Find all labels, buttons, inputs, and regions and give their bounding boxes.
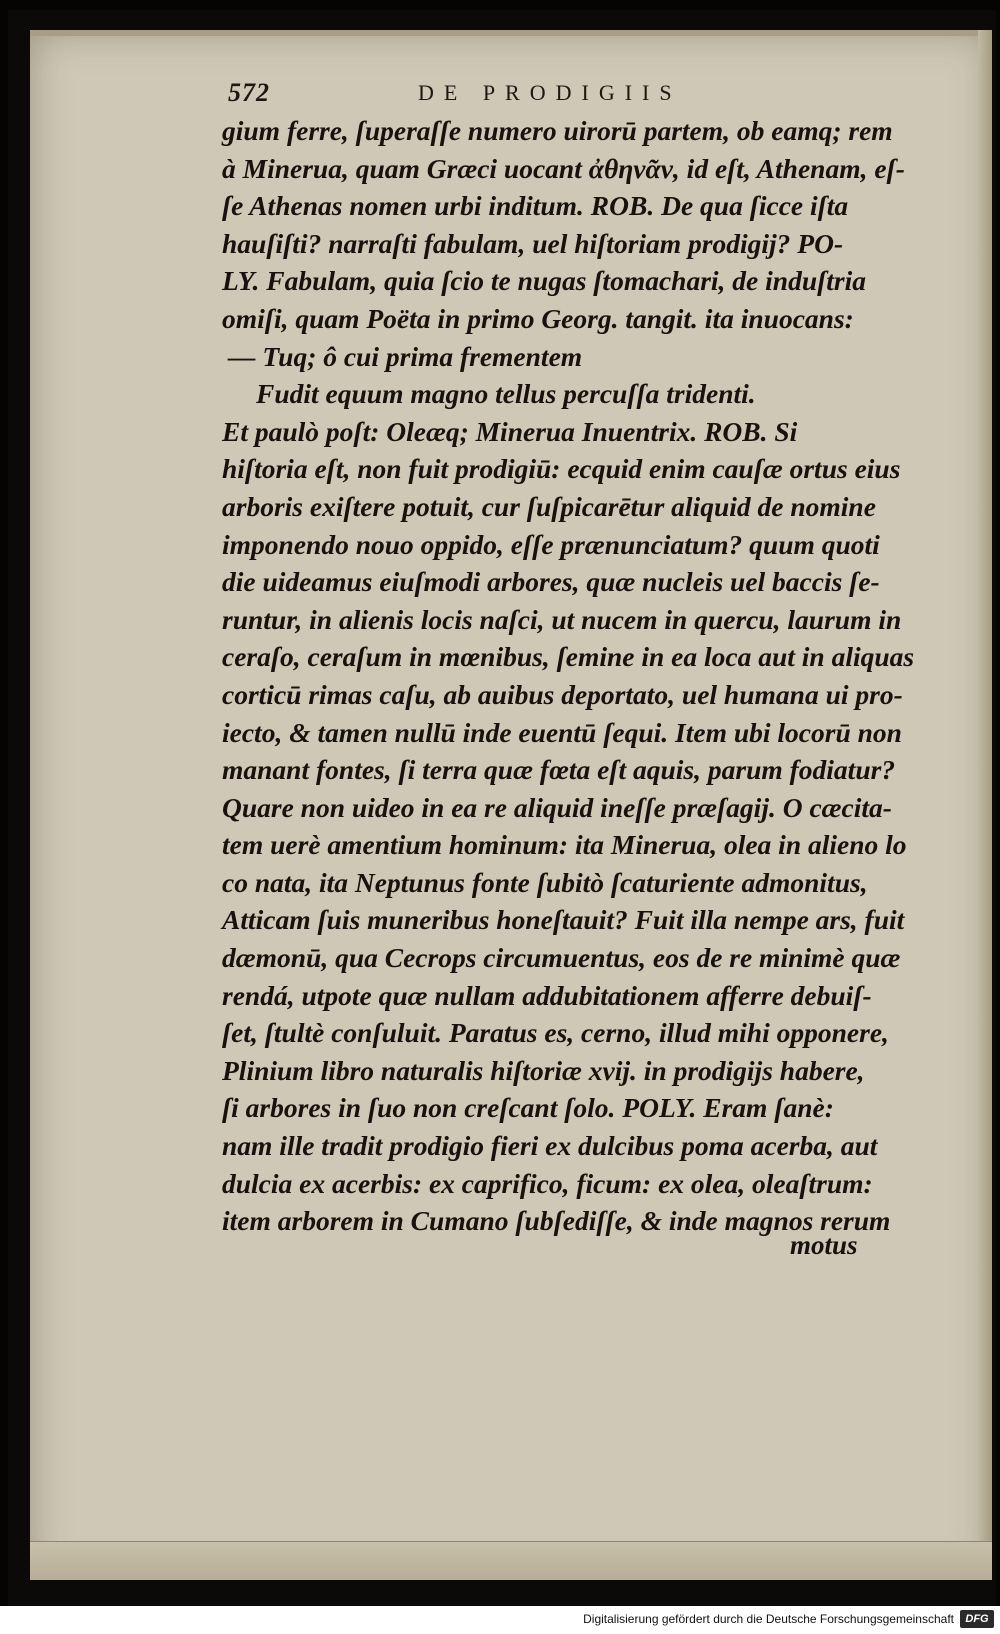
catchword: motus	[790, 1230, 858, 1260]
text-line: Atticam ſuis muneribus honeſtauit? Fuit illa nempe ars, fuit	[222, 904, 905, 936]
text-line: Plinium libro naturalis hiſtoriæ xvij. in prodigijs habere,	[222, 1054, 865, 1086]
text-line: Fudit equum magno tellus percuſſa tridenti.	[256, 378, 756, 410]
text-line: die uideamus eiuſmodi arbores, quæ nucleis uel baccis ſe-	[222, 566, 880, 598]
text-line: item arborem in Cumano ſubſediſſe, & inde magnos rerum	[222, 1205, 891, 1237]
text-line: manant fontes, ſi terra quæ fœta eſt aquis, parum fodiatur?	[222, 754, 896, 786]
text-line: runtur, in alienis locis naſci, ut nucem in quercu, laurum in	[222, 603, 902, 635]
text-line: nam ille tradit prodigio fieri ex dulcibus poma acerba, aut	[222, 1130, 878, 1162]
text-line: — Tuq; ô cui prima frementem	[228, 340, 583, 372]
text-line: gium ferre, ſuperaſſe numero uirorū partem, ob eamq; rem	[222, 115, 893, 146]
text-line: LY. Fabulam, quia ſcio te nugas ſtomachari, de induſtria	[222, 265, 867, 297]
text-line: hauſiſti? narraſti fabulam, uel hiſtoriam prodigij? PO-	[222, 227, 844, 259]
text-line: ſi arbores in ſuo non creſcant ſolo. POLY. Eram ſanè:	[222, 1092, 834, 1124]
text-line: arboris exiſtere potuit, cur ſuſpicarētur aliquid de nomine	[222, 490, 876, 522]
running-title: DE PRODIGIIS	[418, 80, 682, 105]
text-line: imponendo nouo oppido, eſſe prænunciatum? quum quoti	[222, 528, 880, 560]
text-line: ſet, ſtultè conſuluit. Paratus es, cerno, illud mihi opponere,	[222, 1017, 889, 1049]
text-line: rendá, utpote quæ nullam addubitationem afferre debuiſ-	[222, 979, 872, 1011]
text-line: iecto, & tamen nullū inde euentū ſequi. Item ubi locorū non	[222, 716, 902, 748]
text-line: co nata, ita Neptunus fonte ſubitò ſcaturiente admonitus,	[222, 866, 868, 898]
running-head	[228, 78, 748, 110]
dfg-logo[interactable]: DFG	[960, 1610, 994, 1628]
text-line: Quare non uideo in ea re aliquid ineſſe præſagij. O cæcita-	[222, 791, 892, 823]
text-line: omiſi, quam Poëta in primo Georg. tangit. ita inuocans:	[222, 302, 854, 334]
text-line: ſe Athenas nomen urbi inditum. ROB. De qua ſicce iſta	[222, 190, 849, 222]
text-line: tem uerè amentium hominum: ita Minerua, olea in alieno lo	[222, 829, 907, 861]
footer-credit: Digitalisierung gefördert durch die Deutsche Forschungsgemeinschaft	[583, 1612, 954, 1626]
text-line: dæmonū, qua Cecrops circumuentus, eos de re minimè quæ	[222, 942, 901, 974]
text-line: à Minerua, quam Græci uocant ἀθηνᾶν, id eſt, Athenam, eſ-	[222, 152, 905, 184]
page-number: 572	[228, 78, 270, 107]
footer-bar	[0, 1606, 1000, 1634]
text-line: hiſtoria eſt, non fuit prodigiū: ecquid enim cauſæ ortus eius	[222, 453, 901, 485]
page-edge-bottom	[30, 1541, 992, 1580]
text-line: corticū rimas caſu, ab auibus deportato, uel humana ui pro-	[222, 678, 903, 710]
text-line: dulcia ex acerbis: ex caprifico, ficum: ex olea, oleaſtrum:	[222, 1167, 873, 1199]
page-edge-right	[978, 30, 992, 1580]
text-line: ceraſo, ceraſum in mœnibus, ſemine in ea loca aut in aliquas	[222, 641, 915, 673]
page-edge-top	[30, 30, 992, 36]
body-text	[222, 112, 915, 1240]
text-line: Et paulò poſt: Oleæq; Minerua Inuentrix. ROB. Si	[222, 415, 798, 447]
